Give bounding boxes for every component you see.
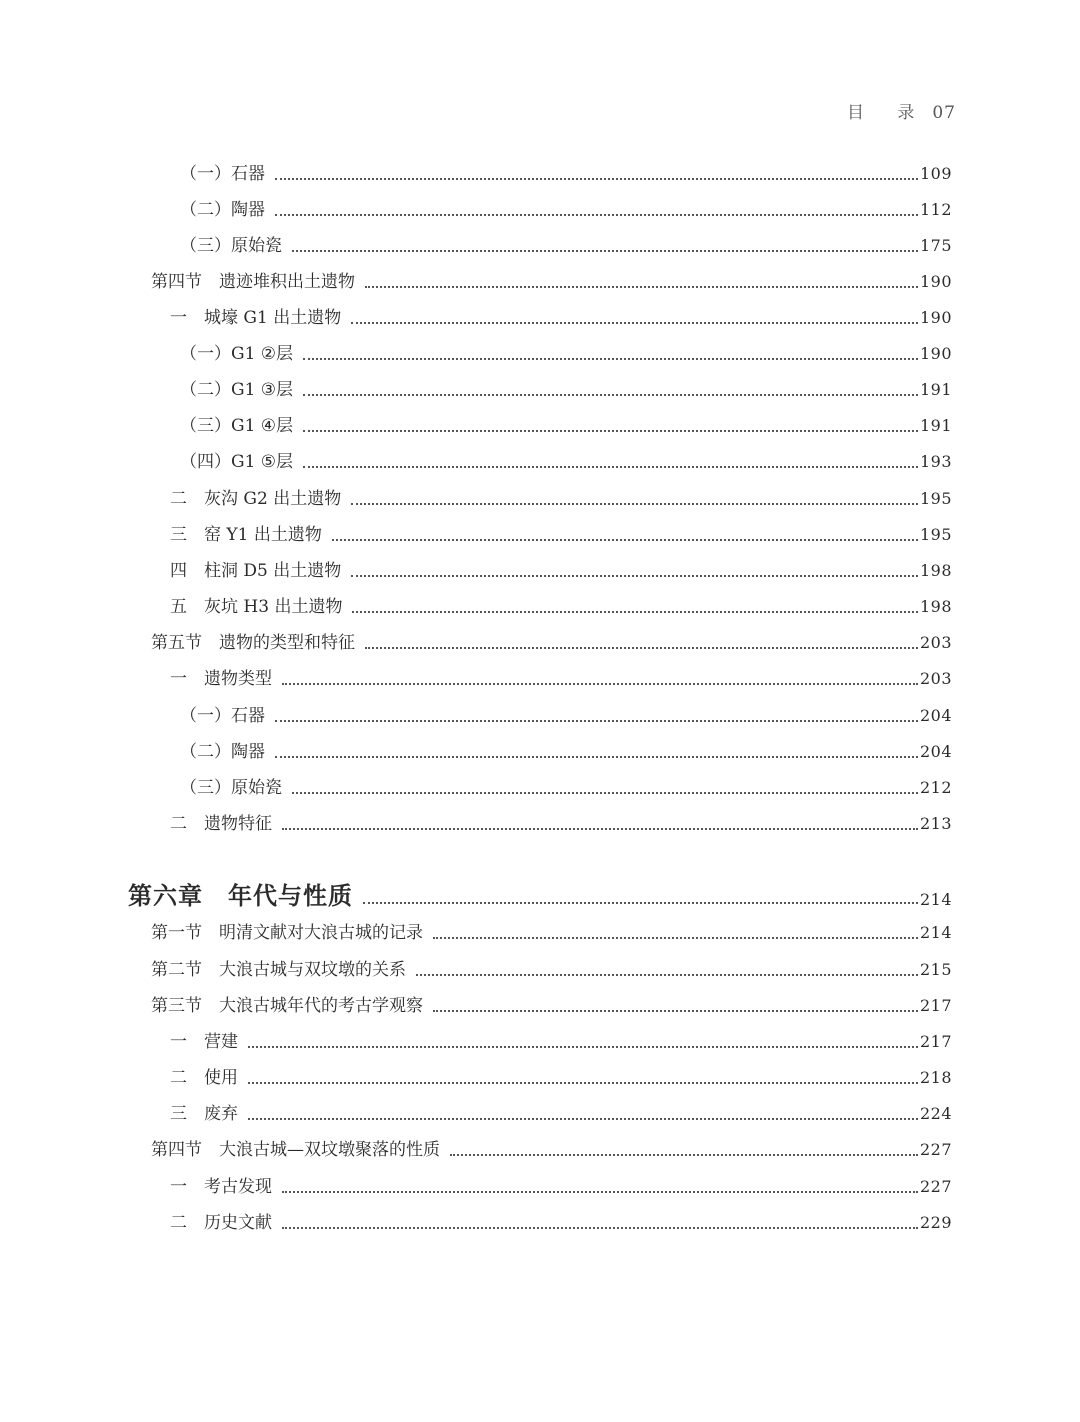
toc-section-entry[interactable]: [151, 951, 952, 981]
dot-leader: [248, 1046, 918, 1048]
dot-leader: [365, 286, 918, 288]
toc-section-entry[interactable]: [151, 263, 952, 293]
toc-entry-label: （三）原始瓷: [180, 778, 282, 798]
toc-entry-page: 212: [919, 778, 952, 797]
dot-leader: [303, 430, 918, 432]
toc-entry-label: 第五节 遗物的类型和特征: [151, 633, 355, 653]
dot-leader: [433, 937, 918, 939]
toc-entry-page: 217: [919, 996, 952, 1015]
toc-entry-page: 213: [919, 814, 952, 833]
toc-section-entry[interactable]: [151, 1131, 952, 1161]
header-page-number: 07: [932, 103, 956, 123]
dot-leader: [303, 394, 918, 396]
toc-entry[interactable]: [180, 769, 952, 799]
toc-entry[interactable]: [180, 443, 952, 473]
toc-section-entry[interactable]: [151, 624, 952, 654]
toc-entry-page: 218: [919, 1068, 952, 1087]
toc-entry[interactable]: [170, 660, 952, 690]
dot-leader: [292, 250, 918, 252]
toc-entry-page: 224: [919, 1104, 952, 1123]
toc-entry-label: （一）石器: [180, 164, 265, 184]
dot-leader: [303, 358, 918, 360]
toc-entry-page: 193: [919, 452, 952, 471]
dot-leader: [352, 611, 918, 613]
toc-entry-label: 第四节 遗迹堆积出土遗物: [151, 272, 355, 292]
toc-entry-page: 112: [919, 200, 952, 219]
toc-entry-label: 二 使用: [170, 1068, 238, 1088]
dot-leader: [282, 683, 918, 685]
dot-leader: [433, 1010, 918, 1012]
dot-leader: [450, 1154, 918, 1156]
dot-leader: [351, 503, 918, 505]
toc-entry-page: 190: [919, 308, 952, 327]
toc-entry-label: 第二节 大浪古城与双坟墩的关系: [151, 960, 406, 980]
toc-entry-page: 191: [919, 416, 952, 435]
toc-entry-page: 215: [919, 960, 952, 979]
dot-leader: [275, 178, 918, 180]
dot-leader: [351, 575, 918, 577]
toc-entry[interactable]: [180, 371, 952, 401]
dot-leader: [363, 902, 918, 904]
running-header: [847, 98, 956, 123]
toc-entry-page: 109: [919, 164, 952, 183]
toc-entry[interactable]: [170, 1095, 952, 1125]
dot-leader: [303, 466, 918, 468]
toc-entry[interactable]: [180, 697, 952, 727]
toc-entry-label: 第三节 大浪古城年代的考古学观察: [151, 996, 423, 1016]
toc-entry-page: 203: [919, 633, 952, 652]
dot-leader: [332, 539, 918, 541]
dot-leader: [292, 792, 918, 794]
toc-entry-label: （三）G1 ④层: [180, 416, 294, 436]
dot-leader: [365, 647, 918, 649]
toc-entry[interactable]: [170, 1168, 952, 1198]
toc-entry[interactable]: [170, 516, 952, 546]
toc-entry-label: 三 窑 Y1 出土遗物: [170, 525, 322, 545]
toc-entry-label: （二）G1 ③层: [180, 380, 294, 400]
toc-entry-page: 227: [919, 1140, 952, 1159]
toc-entry[interactable]: [170, 1023, 952, 1053]
toc-entry-page: 198: [919, 561, 952, 580]
dot-leader: [416, 974, 918, 976]
toc-entry-page: 190: [919, 344, 952, 363]
toc-entry-page: 204: [919, 742, 952, 761]
toc-entry[interactable]: [170, 299, 952, 329]
toc-entry-label: 五 灰坑 H3 出土遗物: [170, 597, 343, 617]
toc-entry-page: 217: [919, 1032, 952, 1051]
toc-entry-label: （三）原始瓷: [180, 236, 282, 256]
toc-entry-page: 195: [919, 489, 952, 508]
toc-entry-page: 204: [919, 706, 952, 725]
toc-chapter-label: 第六章 年代与性质: [128, 881, 353, 910]
toc-entry-page: 191: [919, 380, 952, 399]
toc-entry-page: 198: [919, 597, 952, 616]
toc-entry-label: 二 遗物特征: [170, 814, 272, 834]
toc-entry-label: （一）石器: [180, 706, 265, 726]
toc-entry-page: 203: [919, 669, 952, 688]
toc-entry-label: 第四节 大浪古城—双坟墩聚落的性质: [151, 1140, 440, 1160]
toc-entry[interactable]: [180, 191, 952, 221]
toc-entry-label: 一 遗物类型: [170, 669, 272, 689]
toc-entry-page: 195: [919, 525, 952, 544]
toc-section-entry[interactable]: [151, 914, 952, 944]
toc-entry[interactable]: [170, 480, 952, 510]
toc-entry-label: （四）G1 ⑤层: [180, 452, 294, 472]
toc-entry-page: 190: [919, 272, 952, 291]
toc-entry[interactable]: [180, 335, 952, 365]
toc-entry[interactable]: [170, 1204, 952, 1234]
toc-entry[interactable]: [180, 155, 952, 185]
toc-entry[interactable]: [180, 227, 952, 257]
header-title: 目 录: [846, 103, 929, 123]
toc-entry[interactable]: [170, 588, 952, 618]
dot-leader: [275, 214, 918, 216]
toc-entry-label: 四 柱洞 D5 出土遗物: [170, 561, 342, 581]
toc-entry[interactable]: [170, 552, 952, 582]
toc-entry-label: 二 灰沟 G2 出土遗物: [170, 489, 342, 509]
toc-entry-page: 214: [919, 923, 952, 942]
toc-entry-label: （二）陶器: [180, 200, 265, 220]
toc-entry-page: 175: [919, 236, 952, 255]
toc-entry[interactable]: [170, 805, 952, 835]
dot-leader: [351, 322, 918, 324]
dot-leader: [282, 828, 918, 830]
dot-leader: [282, 1191, 918, 1193]
toc-entry-label: （二）陶器: [180, 742, 265, 762]
toc-entry-label: 三 废弃: [170, 1104, 238, 1124]
toc-entry-label: 第一节 明清文献对大浪古城的记录: [151, 923, 423, 943]
dot-leader: [275, 756, 918, 758]
toc-entry-label: 一 营建: [170, 1032, 238, 1052]
toc-section-entry[interactable]: [151, 987, 952, 1017]
toc-entry-page: 229: [919, 1213, 952, 1232]
toc-entry-label: （一）G1 ②层: [180, 344, 294, 364]
toc-entry[interactable]: [170, 1059, 952, 1089]
dot-leader: [275, 720, 918, 722]
toc-chapter-entry[interactable]: [128, 877, 952, 911]
toc-entry-page: 214: [919, 890, 952, 909]
toc-entry-label: 一 考古发现: [170, 1177, 272, 1197]
toc-entry-label: 一 城壕 G1 出土遗物: [170, 308, 342, 328]
toc-entry-page: 227: [919, 1177, 952, 1196]
toc-entry-label: 二 历史文献: [170, 1213, 272, 1233]
toc-entry[interactable]: [180, 407, 952, 437]
dot-leader: [282, 1227, 918, 1229]
dot-leader: [248, 1118, 918, 1120]
dot-leader: [248, 1082, 918, 1084]
toc-entry[interactable]: [180, 733, 952, 763]
